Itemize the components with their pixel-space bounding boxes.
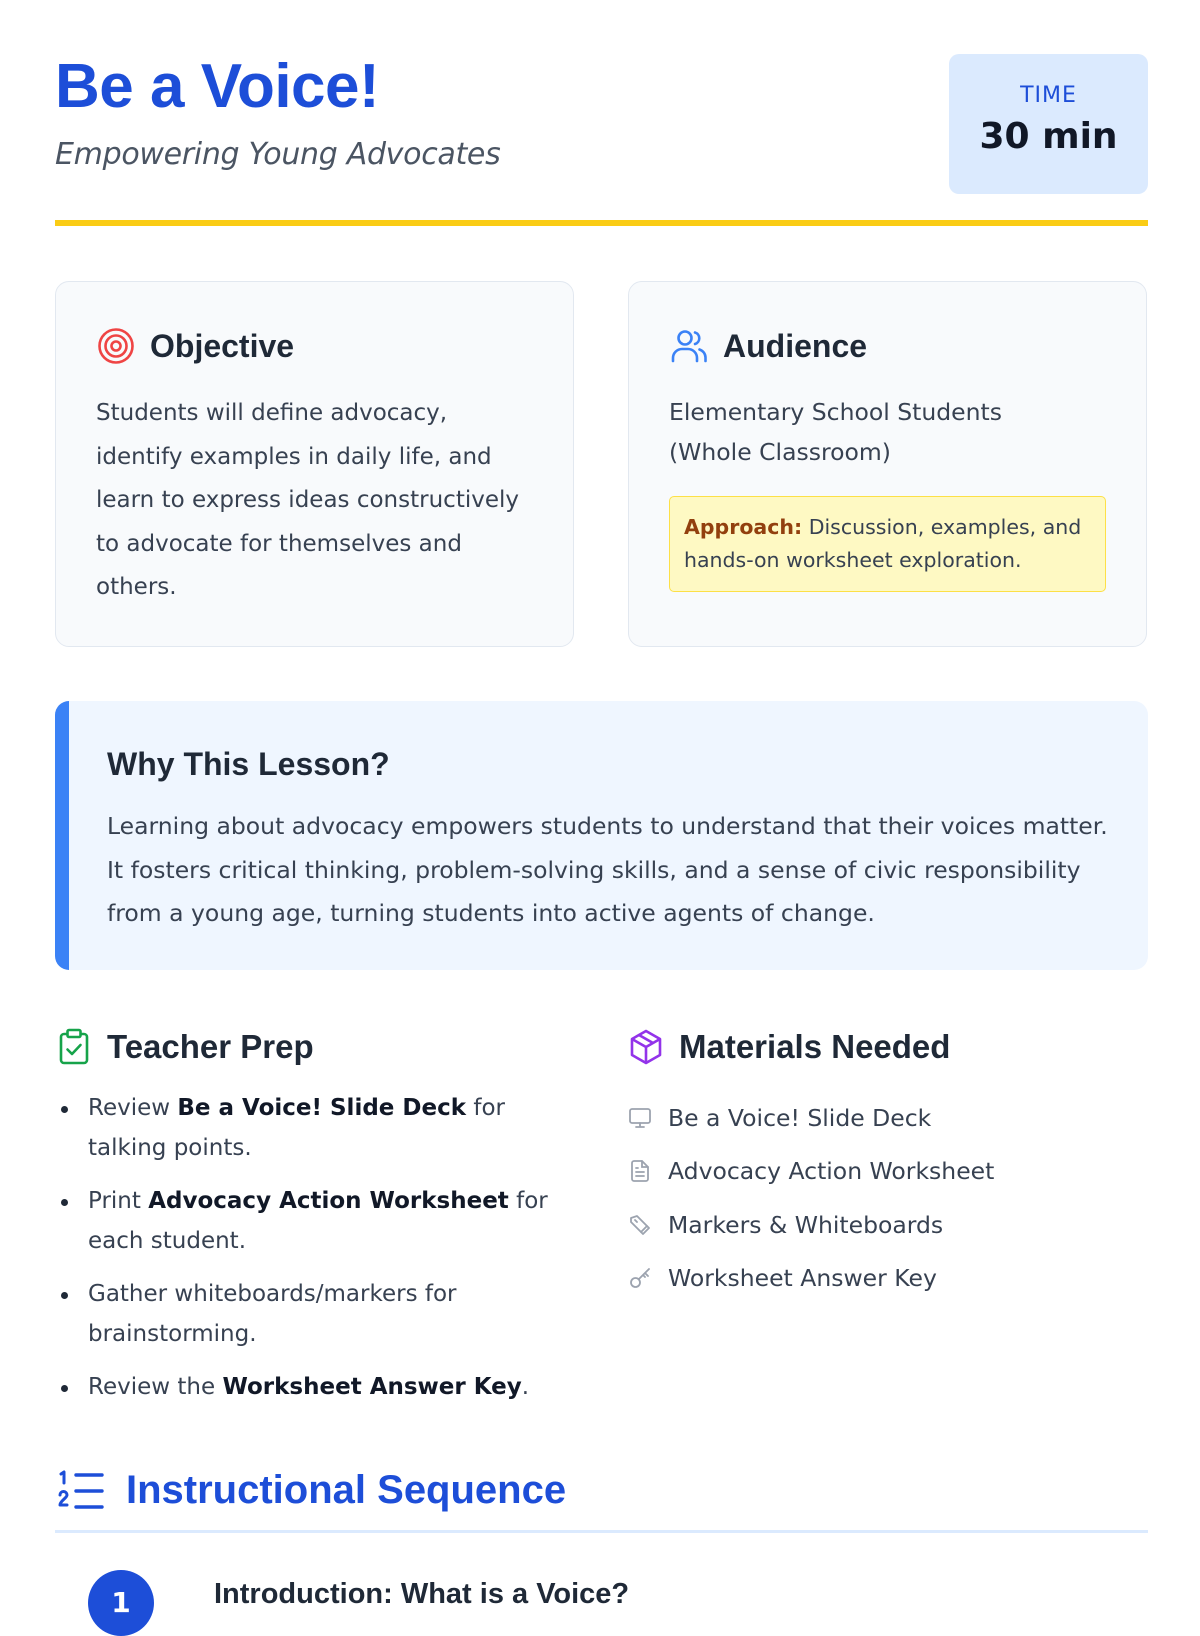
time-value: 30 min (979, 116, 1118, 157)
materials-list (628, 1091, 1148, 1305)
audience-text (669, 392, 1109, 472)
material-item: Worksheet Answer Key (628, 1252, 1148, 1306)
key-icon (628, 1266, 652, 1290)
page-title: Be a Voice! (55, 52, 380, 121)
step-number-badge: 1 (88, 1570, 154, 1636)
objective-card (55, 281, 574, 647)
why-text: Learning about advocacy empowers students to understand that their voices matter. It fosters critical thinking, problem-solving skills, and a sense of civic responsibility from a young age, turning students into active agents of change. (107, 812, 1108, 927)
list-item: Gather whiteboards/markers for brainstorming. (55, 1274, 575, 1354)
audience-title: Audience (723, 327, 868, 364)
approach-label: Approach: (684, 515, 803, 539)
marker-icon (628, 1213, 652, 1237)
time-badge (949, 54, 1148, 194)
list-item: Review Be a Voice! Slide Deck for talking points. (55, 1088, 575, 1168)
time-label: TIME (1020, 83, 1077, 108)
audience-card (628, 281, 1147, 647)
material-item: Be a Voice! Slide Deck (628, 1091, 1148, 1145)
page-subtitle: Empowering Young Advocates (55, 137, 501, 172)
why-title: Why This Lesson? (107, 746, 390, 782)
objective-title: Objective (150, 327, 295, 364)
audience-line-2: (Whole Classroom) (669, 438, 891, 466)
approach-note (669, 496, 1106, 592)
numbered-list-icon (58, 1469, 104, 1513)
material-item: Markers & Whiteboards (628, 1198, 1148, 1252)
target-icon (96, 326, 136, 366)
package-icon (628, 1028, 664, 1066)
header-divider (55, 220, 1148, 226)
list-item: Print Advocacy Action Worksheet for each student. (55, 1181, 575, 1261)
approach-text: Discussion, examples, and hands-on worksheet exploration. (684, 515, 1082, 572)
monitor-icon (628, 1106, 652, 1130)
teacher-prep-title: Teacher Prep (107, 1028, 314, 1065)
materials-title: Materials Needed (679, 1028, 951, 1065)
users-icon (669, 326, 709, 366)
material-item: Advocacy Action Worksheet (628, 1145, 1148, 1199)
list-item: Review the Worksheet Answer Key. (55, 1367, 575, 1407)
audience-line-1: Elementary School Students (669, 398, 1002, 426)
materials-heading (628, 1028, 950, 1066)
lesson-header (55, 54, 1148, 194)
teacher-prep-list (55, 1088, 575, 1420)
step-title: Introduction: What is a Voice? (214, 1578, 630, 1610)
document-icon (628, 1159, 652, 1183)
sequence-title: Instructional Sequence (126, 1468, 567, 1512)
why-lesson-callout (55, 701, 1148, 970)
teacher-prep-heading (56, 1028, 314, 1066)
audience-heading (669, 326, 867, 366)
objective-text: Students will define advocacy, identify examples in daily life, and learn to express ideas constructively to advocate for themselves and others. (96, 400, 519, 600)
sequence-heading (58, 1468, 566, 1513)
sequence-divider (55, 1530, 1148, 1533)
clipboard-check-icon (56, 1028, 92, 1066)
objective-heading (96, 326, 294, 366)
